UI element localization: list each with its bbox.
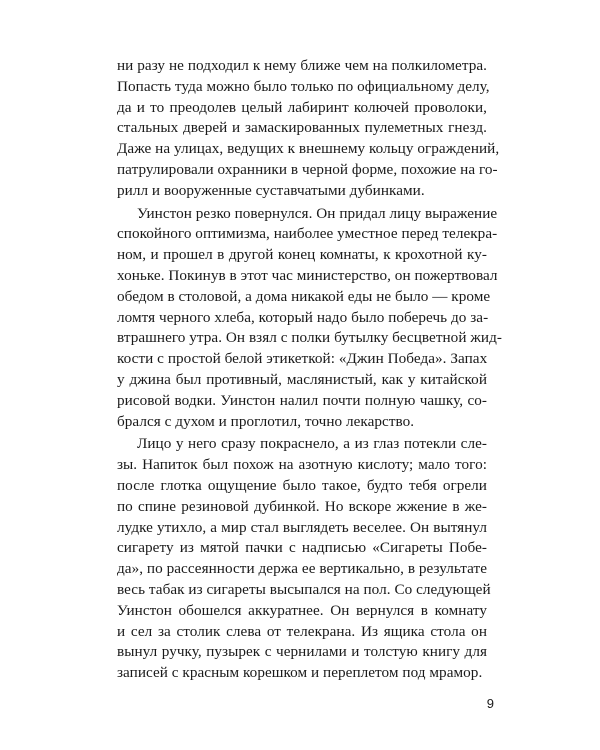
text-line: кости с простой белой этикеткой: «Джин Победа». Запах <box>117 350 488 368</box>
text-line: Даже на улицах, ведущих к внешнему кольцу ограждений, <box>117 140 500 158</box>
text-line: Лицо у него сразу покраснело, а из глаз потекли сле- <box>137 435 487 453</box>
text-line: лудке утихло, а мир стал выглядеть веселее. Он вытянул <box>117 518 487 536</box>
text-line: Попасть туда можно было только по официальному делу, <box>117 77 490 95</box>
text-line: сигарету из мятой пачки с надписью «Сигареты Побе- <box>117 539 487 557</box>
text-line: рилл и вооруженные суставчатыми дубинками. <box>117 181 425 199</box>
text-line: спокойного оптимизма, наиболее уместное перед телекра- <box>117 225 498 243</box>
text-line: ломтя черного хлеба, который надо было поберечь до за- <box>117 308 489 326</box>
text-line: весь табак из сигареты высыпался на пол. Со следующей <box>117 581 491 598</box>
text-line: после глотка ощущение было такое, будто тебя огрели <box>117 477 487 494</box>
text-line: ни разу не подходил к нему ближе чем на полкилометра. <box>117 57 487 74</box>
text-line: у джина был противный, маслянистый, как у китайской <box>117 371 487 388</box>
text-line: по спине резиновой дубинкой. Но вскоре жжение в же- <box>117 497 487 515</box>
page-number: 9 <box>486 696 494 711</box>
text-line: Уинстон обошелся аккуратнее. Он вернулся в комнату <box>117 601 487 619</box>
text-line: рисовой водки. Уинстон налил почти полную чашку, со- <box>117 391 487 409</box>
text-line: зы. Напиток был похож на азотную кислоту; мало того: <box>117 456 487 474</box>
text-line: и сел за столик слева от телекрана. Из ящика стола он <box>117 622 487 640</box>
text-line: стальных дверей и замаскированных пулеметных гнезд. <box>117 119 487 137</box>
text-line: хоньке. Покинув в этот час министерство, он пожертвовал <box>117 267 498 284</box>
text-line: да и то преодолев целый лабиринт колючей проволоки, <box>117 98 487 116</box>
text-line: да», по рассеянности держа ее вертикально, в результате <box>117 560 487 578</box>
text-line: Уинстон резко повернулся. Он придал лицу выражение <box>137 204 498 222</box>
text-line: патрулировали охранники в черной форме, похожие на го- <box>117 161 498 178</box>
text-line: брался с духом и проглотил, точно лекарство. <box>117 412 415 430</box>
text-line: вынул ручку, пузырек с чернилами и толстую книгу для <box>117 643 487 661</box>
text-line: втрашнего утра. Он взял с полки бутылку бесцветной жид- <box>117 329 502 347</box>
text-line: записей с красным корешком и переплетом под мрамор. <box>117 664 483 682</box>
text-line: ном, и прошел в другой конец комнаты, к крохотной ку- <box>117 246 487 264</box>
text-line: обедом в столовой, а дома никакой еды не было — кроме <box>117 287 491 305</box>
